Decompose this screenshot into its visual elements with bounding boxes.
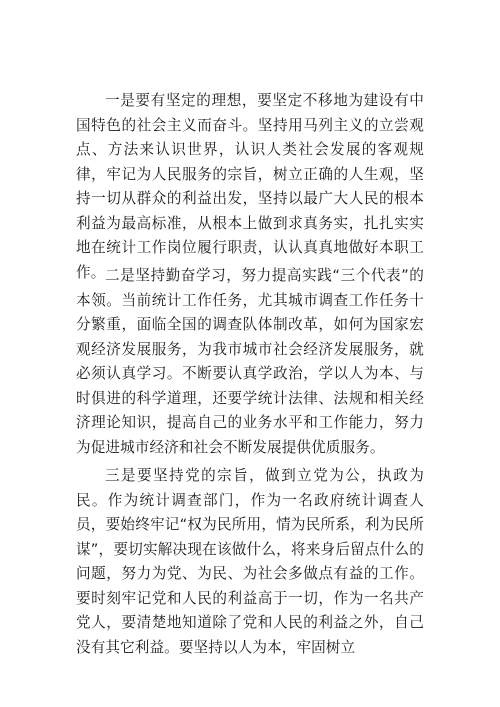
paragraph-party-purpose: 三是要坚持党的宗旨，做到立党为公，执政为民。作为统计调查部门，作为一名政府统计调查人员，要始终牢记“权为民所用，情为民所系，利为民所谋”，要切实解决现在该做什么，将来身后留点什么的问题，努力为党、为民、为社会多做点有益的工作。要时刻牢记党和人民的利益高于一切，作为一名共产党人，要清楚地知道除了党和人民的利益之外，自己没有其它利益。要坚持以人为本，牢固树立 (76, 467, 424, 656)
paragraph-ideal: 一是要有坚定的理想，要坚定不移地为建设有中国特色的社会主义而奋斗。坚持用马列主义的立尝观点、方法来认识世界，认识人类社会发展的客观规律，牢记为人民服务的宗旨，树立正确的人生观，坚持一切从群众的利益出发，坚持以最广大人民的根本利益为最高标准，从根本上做到求真务实，扎扎实实地在统计工作岗位履行职责，认认真真地做好本职工作。 (76, 92, 424, 281)
paragraph-study: 二是坚持勤奋学习，努力提高实践“三个代表”的本领。当前统计工作任务，尤其城市调查工作任务十分繁重，面临全国的调查队体制改革，如何为国家宏观经济发展服务，为我市城市社会经济发展服务，就必须认真学习。不断要认真学政治，学以人为本、与时俱进的科学道理，还要学统计法律、法规和相关经济理论知识，提高自己的业务水平和工作能力，努力为促进城市经济和社会不断发展提供优质服务。 (76, 267, 424, 456)
